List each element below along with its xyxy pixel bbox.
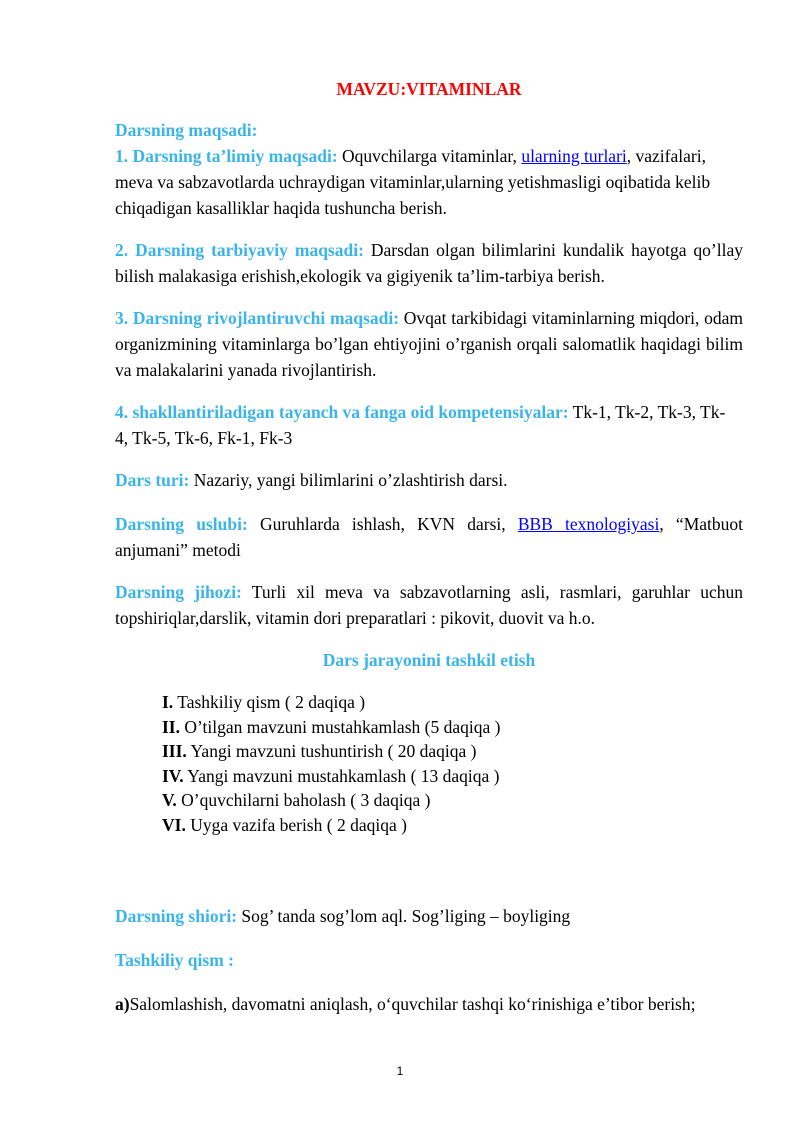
lesson-method-paragraph [115,511,743,563]
lesson-equipment-text: Turli xil meva va sabzavotlarning asli, rasmlari, garuhlar uchun topshiriqlar,darslik, vitamin dori preparatlari : pikovit, duovit va h.o. [115,582,743,628]
goal2-paragraph [115,237,743,289]
plan-item-number: IV. [162,765,184,786]
goal1-label: 1. Darsning ta’limiy maqsadi: [115,146,338,166]
plan-item-text: Yangi mavzuni tushuntirish ( 20 daqiqa ) [186,741,477,761]
lesson-type-label: Dars turi: [115,470,190,490]
org-item-text: Salomlashish, davomatni aniqlash, oʻquvchilar tashqi koʻrinishiga e’tibor berish; [129,994,696,1014]
goal3-paragraph [115,305,743,383]
plan-item-text: O’tilgan mavzuni mustahkamlash (5 daqiqa ) [180,716,501,737]
goal3-label: 3. Darsning rivojlantiruvchi maqsadi: [115,308,400,328]
goal4-label: 4. shakllantiriladigan tayanch va fanga oid kompetensiyalar: [115,402,569,422]
plan-item-text: O’quvchilarni baholash ( 3 daqiqa ) [176,790,431,810]
org-item-paragraph [115,991,743,1017]
goal-heading: Darsning maqsadi: [115,120,258,140]
motto-label: Darsning shiori: [115,906,238,926]
lesson-type-paragraph [115,467,743,493]
plan-item [162,764,500,789]
plan-item-number: III. [162,741,187,761]
plan-item-number: I. [162,692,174,712]
org-heading: Tashkiliy qism : [115,950,234,970]
plan-item [162,715,500,740]
org-item-label: a) [115,994,130,1014]
lesson-plan-list [162,690,500,837]
goal2-label: 2. Darsning tarbiyaviy maqsadi: [115,240,364,260]
plan-item [162,739,500,764]
goal3-text: Ovqat tarkibidagi vitaminlarning miqdori, odam organizmining vitaminlarga bo’lgan ehtiyojini o’rganish orqali salomatlik haqidagi bilim va malakalarini yanada rivojlantirish. [115,308,743,380]
page-title: MAVZU:VITAMINLAR [336,79,522,99]
vitamin-types-link[interactable]: ularning turlari [521,146,627,166]
org-heading-paragraph [115,947,743,973]
goal4-text: Tk-1, Tk-2, Tk-3, Tk-4, Tk-5, Tk-6, Fk-1, Fk-3 [115,402,726,448]
plan-item-text: Tashkiliy qism ( 2 daqiqa ) [173,692,366,712]
page-number: 1 [396,1064,404,1078]
lesson-method-text-after: , “Matbuot anjumani” metodi [115,514,743,560]
motto-text: Sog’ tanda sog’lom aql. Sog’liging – boyliging [237,906,571,926]
goal1-text-before: Oquvchilarga vitaminlar, [337,146,522,166]
lesson-equipment-paragraph [115,579,743,631]
plan-item-number: VI. [162,814,186,835]
goal1-text-after: , vazifalari, meva va sabzavotlarda uchraydigan vitaminlar,ularning yetishmasligi oqibatida kelib chiqadigan kasalliklar haqida tushuncha berish. [115,146,711,218]
goal4-paragraph [115,399,731,451]
plan-item [162,813,500,838]
goal-section [115,117,743,221]
lesson-type-text: Nazariy, yangi bilimlarini o’zlashtirish darsi. [189,470,508,490]
lesson-equipment-label: Darsning jihozi: [115,582,242,602]
bbb-technology-link[interactable]: BBB texnologiyasi [517,514,660,534]
plan-item [162,690,500,715]
goal2-text: Darsdan olgan bilimlarini kundalik hayotga qo’llay bilish malakasiga erishish,ekologik va gigiyenik ta’lim-tarbiya berish. [115,240,744,286]
plan-item-number: II. [162,716,180,737]
plan-item [162,788,500,813]
motto-paragraph [115,903,743,929]
plan-item-number: V. [162,790,177,810]
lesson-method-text-before: Guruhlarda ishlash, KVN darsi, [247,514,518,534]
plan-item-text: Yangi mavzuni mustahkamlash ( 13 daqiqa ) [183,765,500,786]
plan-item-text: Uyga vazifa berish ( 2 daqiqa ) [185,814,407,835]
lesson-method-label: Darsning uslubi: [115,514,248,534]
process-heading: Dars jarayonini tashkil etish [322,650,536,670]
